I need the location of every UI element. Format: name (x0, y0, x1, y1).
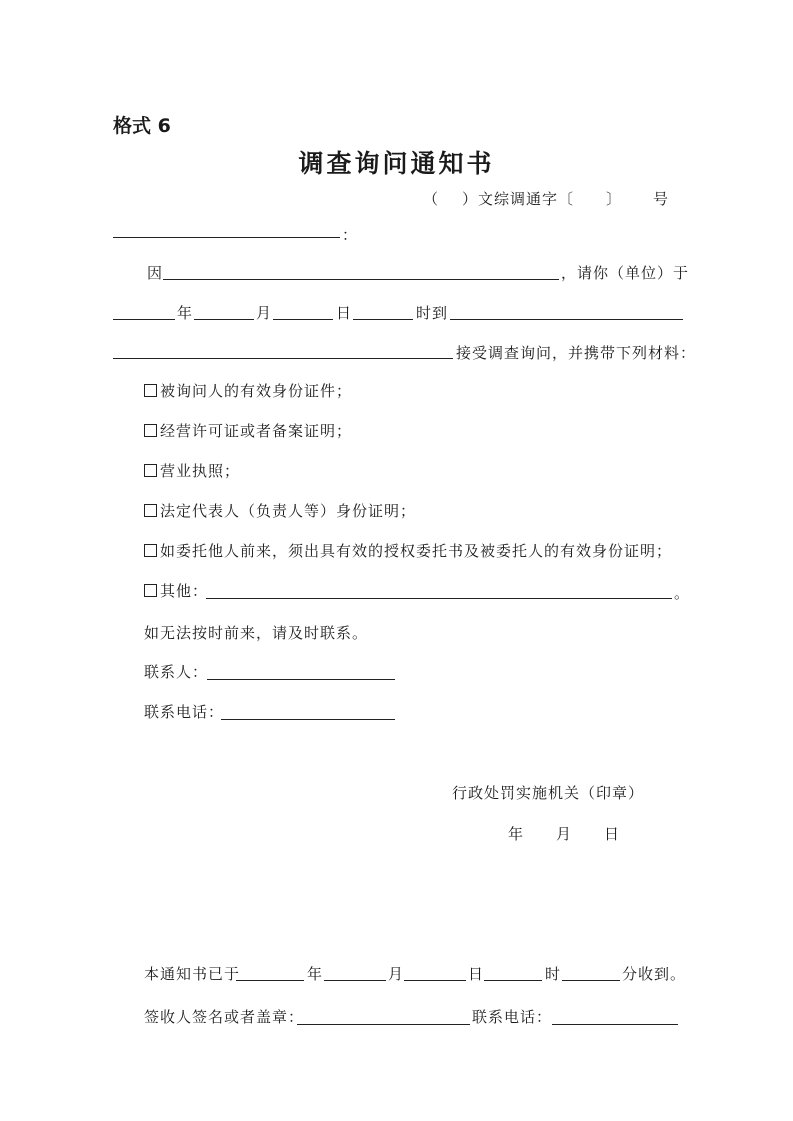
authority-seal-label: 行政处罚实施机关（印章） (452, 784, 645, 802)
other-period: 。 (674, 584, 691, 602)
appoint-year-blank[interactable] (113, 319, 175, 320)
checkbox[interactable] (144, 464, 157, 477)
receipt-month-blank[interactable] (324, 980, 386, 981)
signer-phone-label: 联系电话： (472, 1008, 553, 1026)
material-item[interactable]: 法定代表人（负责人等）身份证明； (144, 500, 416, 521)
material-item[interactable]: 其他： (144, 580, 208, 601)
other-blank[interactable] (206, 598, 672, 599)
reason-blank[interactable] (163, 279, 559, 280)
checkbox[interactable] (144, 584, 157, 597)
checkbox[interactable] (144, 384, 157, 397)
signer-phone-blank[interactable] (552, 1024, 678, 1025)
format-label: 格式 6 (113, 115, 171, 137)
contact-phone-label: 联系电话： (144, 703, 225, 721)
checkbox[interactable] (144, 424, 157, 437)
authority-month: 月 (556, 825, 573, 843)
signer-label: 签收人签名或者盖章： (144, 1008, 305, 1026)
location-blank[interactable] (450, 319, 683, 320)
receipt-month-label: 月 (388, 965, 405, 983)
appoint-hour-blank[interactable] (353, 319, 413, 320)
appoint-day-blank[interactable] (273, 319, 333, 320)
time-to-label: 时到 (416, 304, 449, 322)
year-label: 年 (177, 304, 194, 322)
material-item[interactable]: 营业执照； (144, 460, 240, 481)
checkbox[interactable] (144, 544, 157, 557)
day-label: 日 (336, 304, 353, 322)
month-label: 月 (256, 304, 273, 322)
signer-blank[interactable] (297, 1024, 470, 1025)
note-text: 如无法按时前来，请及时联系。 (144, 624, 369, 642)
contact-person-label: 联系人： (144, 663, 209, 681)
document-title: 调查询问通知书 (298, 149, 495, 178)
receipt-day-label: 日 (468, 965, 485, 983)
authority-year: 年 (508, 825, 525, 843)
receipt-minute-blank[interactable] (562, 980, 620, 981)
material-item[interactable]: 经营许可证或者备案证明； (144, 420, 352, 441)
location-continued-blank[interactable] (113, 358, 453, 359)
receipt-prefix: 本通知书已于 (144, 965, 241, 983)
receipt-day-blank[interactable] (404, 980, 466, 981)
receipt-year-blank[interactable] (236, 980, 304, 981)
ref-mid: ）文综调通字〔 (462, 190, 575, 208)
accept-bring-text: 接受调查询问，并携带下列材料： (456, 344, 697, 362)
receipt-year-label: 年 (307, 965, 324, 983)
receipt-hour-blank[interactable] (484, 980, 542, 981)
authority-day: 日 (604, 825, 621, 843)
ref-bracket-close: 〕 (606, 190, 623, 208)
appoint-month-blank[interactable] (194, 319, 254, 320)
because-label: 因 (147, 264, 164, 282)
checkbox[interactable] (144, 504, 157, 517)
recipient-blank[interactable] (113, 237, 340, 238)
receipt-suffix: 分收到。 (622, 965, 687, 983)
contact-person-blank[interactable] (207, 679, 395, 680)
material-item[interactable]: 被询问人的有效身份证件； (144, 380, 352, 401)
ref-suffix: 号 (653, 190, 670, 208)
ref-paren-open: （ (423, 190, 440, 208)
please-unit-text: ，请你（单位）于 (561, 264, 690, 282)
receipt-hour-label: 时 (545, 965, 562, 983)
contact-phone-blank[interactable] (221, 719, 395, 720)
material-item[interactable]: 如委托他人前来，须出具有效的授权委托书及被委托人的有效身份证明； (144, 540, 672, 561)
recipient-colon: ： (342, 226, 359, 244)
